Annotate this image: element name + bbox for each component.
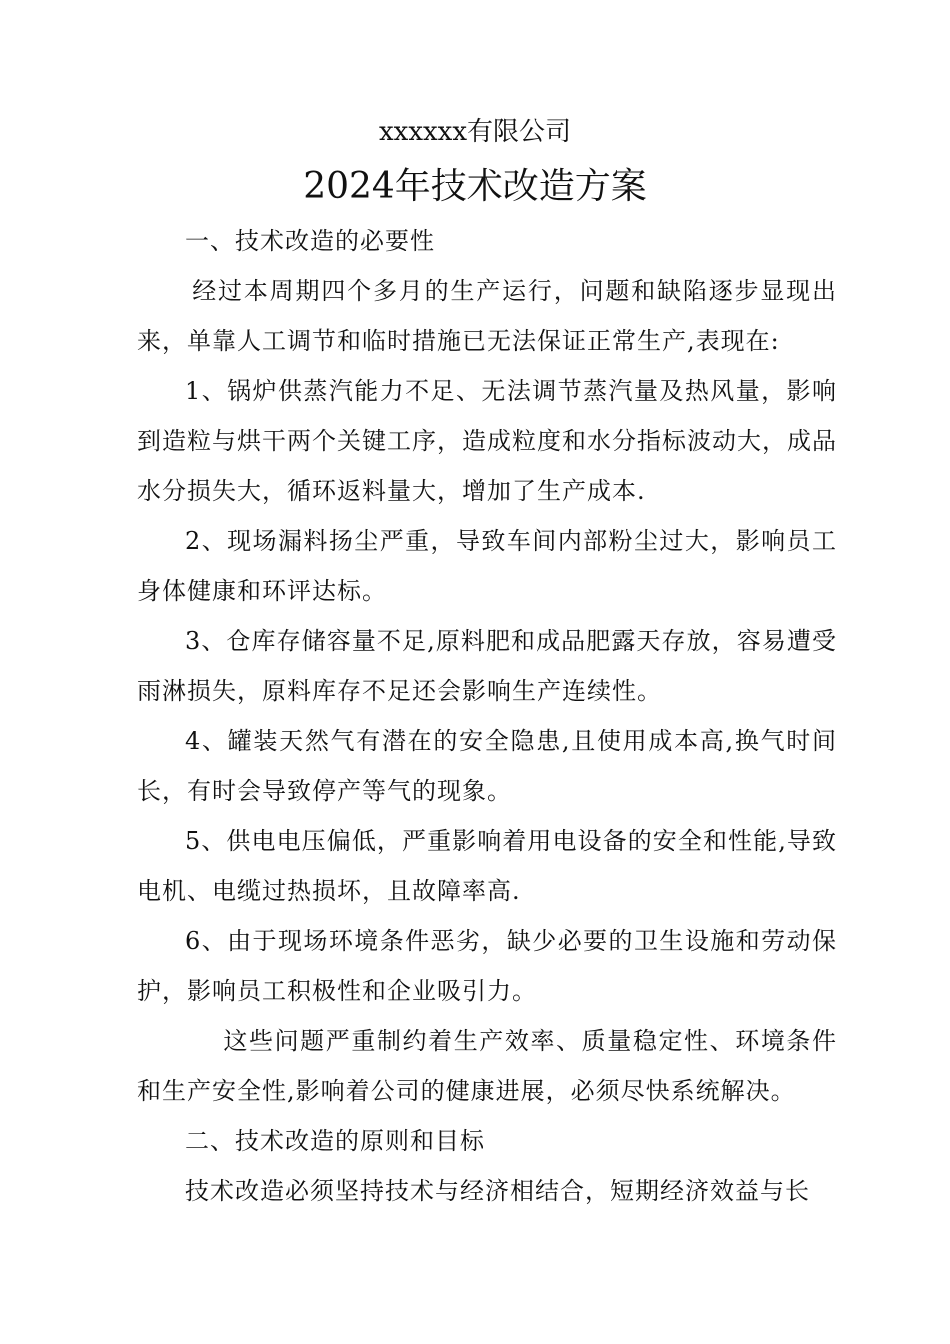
issue-item-6: 6、由于现场环境条件恶劣，缺少必要的卫生设施和劳动保护，影响员工积极性和企业吸引力。 xyxy=(137,927,837,1005)
principles-paragraph: 技术改造必须坚持技术与经济相结合，短期经济效益与长 xyxy=(185,1177,810,1205)
issue-item-1: 1、锅炉供蒸汽能力不足、无法调节蒸汽量及热风量，影响到造粒与烘干两个关键工序，造成粒度和水分指标波动大，成品水分损失大，循环返料量大，增加了生产成本. xyxy=(137,377,837,505)
intro-paragraph: 经过本周期四个多月的生产运行，问题和缺陷逐步显现出来，单靠人工调节和临时措施已无法保证正常生产,表现在: xyxy=(137,277,837,355)
section-heading-necessity: 一、技术改造的必要性 xyxy=(185,227,435,255)
issue-item-4: 4、罐装天然气有潜在的安全隐患,且使用成本高,换气时间长，有时会导致停产等气的现象。 xyxy=(137,727,837,805)
document-body xyxy=(137,216,837,1216)
section-heading-principles: 二、技术改造的原则和目标 xyxy=(185,1127,485,1155)
issue-item-2: 2、现场漏料扬尘严重，导致车间内部粉尘过大，影响员工身体健康和环评达标。 xyxy=(137,527,837,605)
issue-item-3: 3、仓库存储容量不足,原料肥和成品肥露天存放，容易遭受雨淋损失，原料库存不足还会影响生产连续性。 xyxy=(137,627,837,705)
summary-paragraph: 这些问题严重制约着生产效率、质量稳定性、环境条件和生产安全性,影响着公司的健康进展，必须尽快系统解决。 xyxy=(137,1027,837,1105)
company-name: xxxxxx有限公司 xyxy=(379,117,571,147)
issue-item-5: 5、供电电压偏低，严重影响着用电设备的安全和性能,导致电机、电缆过热损坏，且故障率高. xyxy=(137,827,837,905)
document-title: 2024年技术改造方案 xyxy=(303,166,647,207)
